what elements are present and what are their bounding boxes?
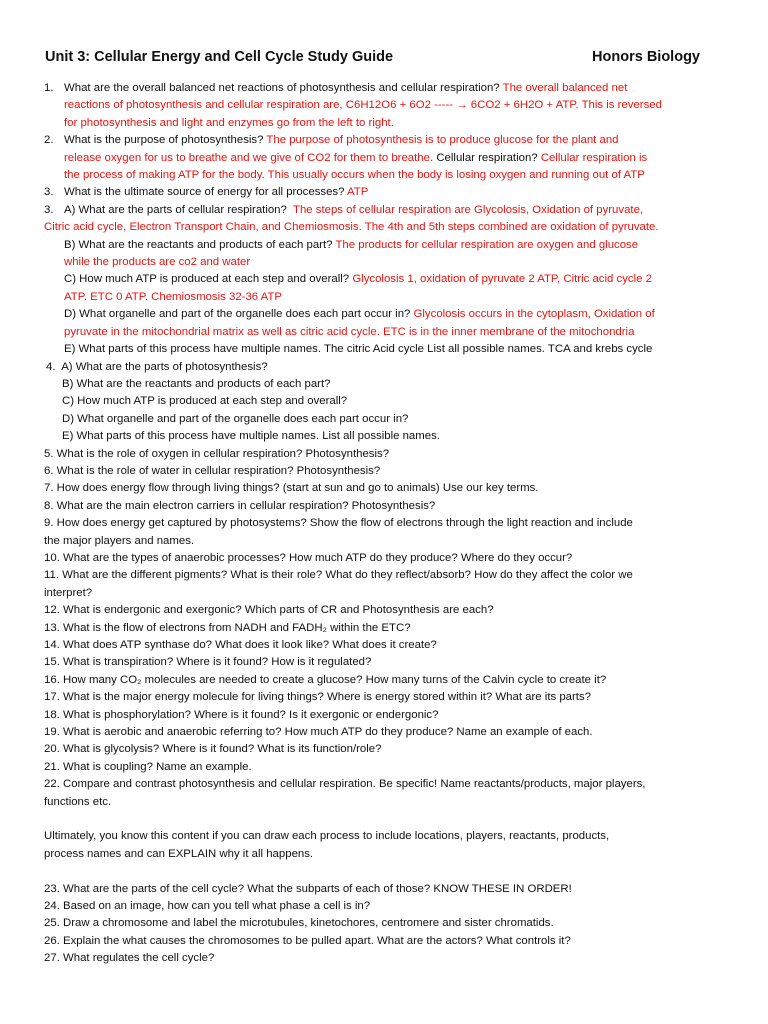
list-item: 24. Based on an image, how can you tell what phase a cell is in? xyxy=(44,900,371,913)
list-item: 19. What is aerobic and anaerobic referring to? How much ATP do they produce? Name an example of each. xyxy=(44,726,593,739)
answer-text: Glycolosis 1, oxidation of pyruvate 2 ATP, Citric acid cycle 2 xyxy=(352,273,652,286)
list-item: 12. What is endergonic and exergonic? Which parts of CR and Photosynthesis are each? xyxy=(44,604,494,617)
list-item: 14. What does ATP synthase do? What does it look like? What does it create? xyxy=(44,639,437,651)
page-header xyxy=(45,49,700,65)
question-text: What are the overall balanced net reactions of photosynthesis and cellular respiration? xyxy=(64,82,500,94)
question-text: E) What parts of this process have multiple names. List all possible names. xyxy=(62,430,440,443)
question-text: Cellular respiration? xyxy=(436,151,538,164)
question-number: 3. xyxy=(44,203,54,216)
answer-text: reactions of photosynthesis and cellular respiration are, C6H12O6 + 6O2 ----- → 6CO2 + 6H2O + ATP. This is reversed xyxy=(64,99,662,112)
question-text: C) How much ATP is produced at each step and overall? xyxy=(64,273,350,286)
question-text: B) What are the reactants and products of each part? xyxy=(62,377,331,390)
list-item: 10. What are the types of anaerobic processes? How much ATP do they produce? Where do they occur? xyxy=(44,551,573,564)
question-text: A) What are the parts of cellular respiration? xyxy=(64,203,287,216)
question-3-parts xyxy=(44,202,720,359)
question-number: 3. xyxy=(44,186,54,199)
answer-text: ATP. ETC 0 ATP. Chemiosmosis 32-36 ATP xyxy=(64,290,282,303)
page-title: Unit 3: Cellular Energy and Cell Cycle Study Guide xyxy=(45,49,394,65)
answer-text: Cellular respiration is xyxy=(540,151,648,164)
question-list xyxy=(44,80,720,968)
answer-text: the process of making ATP for the body. This usually occurs when the body is losing oxygen and running out of ATP xyxy=(64,169,645,182)
question-text: E) What parts of this process have multiple names. The citric Acid cycle List all possible names. TCA and krebs cycle xyxy=(64,343,653,356)
questions-5-22 xyxy=(44,446,720,812)
answer-text: ATP xyxy=(347,186,369,199)
answer-text: while the products are co2 and water xyxy=(64,256,251,269)
list-item: 11. What are the different pigments? What is their role? What do they reflect/absorb? How do they affect the color we xyxy=(44,569,633,582)
cell-cycle-questions xyxy=(44,881,720,968)
list-item: the major players and names. xyxy=(44,534,195,547)
question-3 xyxy=(44,184,720,201)
answer-text: for photosynthesis and light and enzymes go from the left to right. xyxy=(64,116,394,129)
list-item: 20. What is glycolysis? Where is it found? What is its function/role? xyxy=(44,743,382,756)
answer-text: The purpose of photosynthesis is to produce glucose for the plant and xyxy=(266,134,619,147)
answer-text: pyruvate in the mitochondrial matrix as well as citric acid cycle. ETC is in the inner membrane of the mitochondria xyxy=(64,325,635,338)
list-item: 18. What is phosphorylation? Where is it found? Is it exergonic or endergonic? xyxy=(44,708,439,721)
list-item: 5. What is the role of oxygen in cellular respiration? Photosynthesis? xyxy=(44,447,390,460)
answer-text: The steps of cellular respiration are Glycolosis, Oxidation of pyruvate, xyxy=(292,203,644,216)
answer-text: Glycolosis occurs in the cytoplasm, Oxidation of xyxy=(413,308,655,321)
question-number: 2. xyxy=(44,134,54,147)
question-text: A) What are the parts of photosynthesis? xyxy=(61,360,268,373)
answer-text: Citric acid cycle, Electron Transport Chain, and Chemiosmosis. The 4th and 5th steps combined are oxidation of pyruvate. xyxy=(44,221,659,234)
summary-paragraph xyxy=(44,828,720,863)
list-item: 25. Draw a chromosome and label the microtubules, kinetochores, centromere and sister chromatids. xyxy=(44,917,554,930)
question-number: 1. xyxy=(44,82,54,94)
question-text: What is the purpose of photosynthesis? xyxy=(64,134,264,147)
question-text: D) What organelle and part of the organelle does each part occur in? xyxy=(62,412,409,425)
question-text: D) What organelle and part of the organelle does each part occur in? xyxy=(64,308,411,321)
list-item: 13. What is the flow of electrons from NADH and FADH₂ within the ETC? xyxy=(44,621,411,634)
list-item: 6. What is the role of water in cellular respiration? Photosynthesis? xyxy=(44,464,381,477)
course-name: Honors Biology xyxy=(592,49,700,65)
question-number: 4. xyxy=(46,360,56,373)
list-item: 9. How does energy get captured by photosystems? Show the flow of electrons through the light reaction and include xyxy=(44,517,633,530)
question-4 xyxy=(44,359,720,446)
list-item: 23. What are the parts of the cell cycle? What the subparts of each of those? KNOW THESE IN ORDER! xyxy=(44,882,572,895)
list-item: interpret? xyxy=(44,586,93,599)
answer-text: release oxygen for us to breathe and we give of CO2 for them to breathe. xyxy=(64,151,434,164)
question-2 xyxy=(44,132,720,184)
list-item: 17. What is the major energy molecule for living things? Where is energy stored within it? What are its parts? xyxy=(44,691,591,704)
list-item: 16. How many CO₂ molecules are needed to create a glucose? How many turns of the Calvin cycle to create it? xyxy=(44,673,607,686)
question-1 xyxy=(44,80,720,132)
question-text: What is the ultimate source of energy for all processes? xyxy=(64,186,345,199)
list-item: 8. What are the main electron carriers in cellular respiration? Photosynthesis? xyxy=(44,499,436,512)
list-item: 22. Compare and contrast photosynthesis and cellular respiration. Be specific! Name reactants/products, major players, xyxy=(44,778,646,791)
question-text: B) What are the reactants and products of each part? xyxy=(64,238,333,251)
list-item: 21. What is coupling? Name an example. xyxy=(44,760,252,773)
summary-line: Ultimately, you know this content if you can draw each process to include locations, players, reactants, products, xyxy=(44,830,610,843)
answer-text: The overall balanced net xyxy=(502,82,628,94)
summary-line: process names and can EXPLAIN why it all happens. xyxy=(44,847,314,860)
list-item: functions etc. xyxy=(44,795,112,808)
list-item: 7. How does energy flow through living things? (start at sun and go to animals) Use our key terms. xyxy=(44,482,539,495)
answer-text: The products for cellular respiration are oxygen and glucose xyxy=(335,238,639,251)
list-item: 15. What is transpiration? Where is it found? How is it regulated? xyxy=(44,656,372,669)
question-text: C) How much ATP is produced at each step and overall? xyxy=(62,395,348,408)
list-item: 27. What regulates the cell cycle? xyxy=(44,952,215,965)
list-item: 26. Explain the what causes the chromosomes to be pulled apart. What are the actors? What controls it? xyxy=(44,934,571,947)
